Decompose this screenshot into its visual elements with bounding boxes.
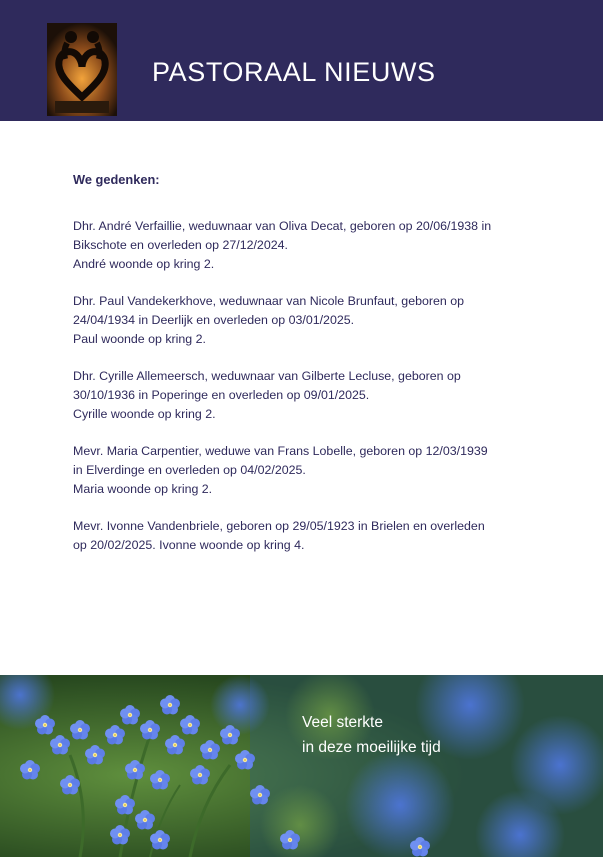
entry-line: 24/04/1934 in Deerlijk en overleden op 03/01/2025.: [73, 313, 355, 327]
entry-line: Mevr. Ivonne Vandenbriele, geboren op 29/05/1923 in Brielen en overleden: [73, 519, 485, 533]
footer-line: in deze moeilijke tijd: [302, 739, 441, 756]
page-title: PASTORAAL NIEUWS: [152, 57, 436, 87]
entry-line: in Elverdinge en overleden op 04/02/2025.: [73, 463, 306, 477]
memorial-entry: [73, 292, 543, 349]
entry-line: André woonde op kring 2.: [73, 257, 215, 271]
footer-message: [302, 710, 441, 760]
entry-line: Dhr. Cyrille Allemeersch, weduwnaar van Gilberte Lecluse, geboren op: [73, 369, 461, 383]
memorial-entry: [73, 217, 543, 274]
entry-line: Dhr. Paul Vandekerkhove, weduwnaar van Nicole Brunfaut, geboren op: [73, 294, 465, 308]
memorial-entry: [73, 367, 543, 424]
memorial-entry: [73, 517, 543, 555]
entry-line: Maria woonde op kring 2.: [73, 482, 213, 496]
entry-line: Cyrille woonde op kring 2.: [73, 407, 216, 421]
memorial-entry: [73, 442, 543, 499]
footer-line: Veel sterkte: [302, 714, 383, 731]
entry-line: Mevr. Maria Carpentier, weduwe van Frans Lobelle, geboren op 12/03/1939: [73, 444, 488, 458]
forget-me-not-image: [0, 675, 603, 857]
memorial-list: [73, 170, 543, 573]
section-heading: We gedenken:: [73, 172, 160, 187]
entry-line: Paul woonde op kring 2.: [73, 332, 206, 346]
entry-line: Bikschote en overleden op 27/12/2024.: [73, 238, 288, 252]
entry-line: Dhr. André Verfaillie, weduwnaar van Oliva Decat, geboren op 20/06/1938 in: [73, 219, 492, 233]
heart-sculpture-icon: [47, 23, 117, 116]
entry-line: 30/10/1936 in Poperinge en overleden op 09/01/2025.: [73, 388, 370, 402]
header-banner: [0, 0, 603, 121]
entry-line: op 20/02/2025. Ivonne woonde op kring 4.: [73, 538, 305, 552]
